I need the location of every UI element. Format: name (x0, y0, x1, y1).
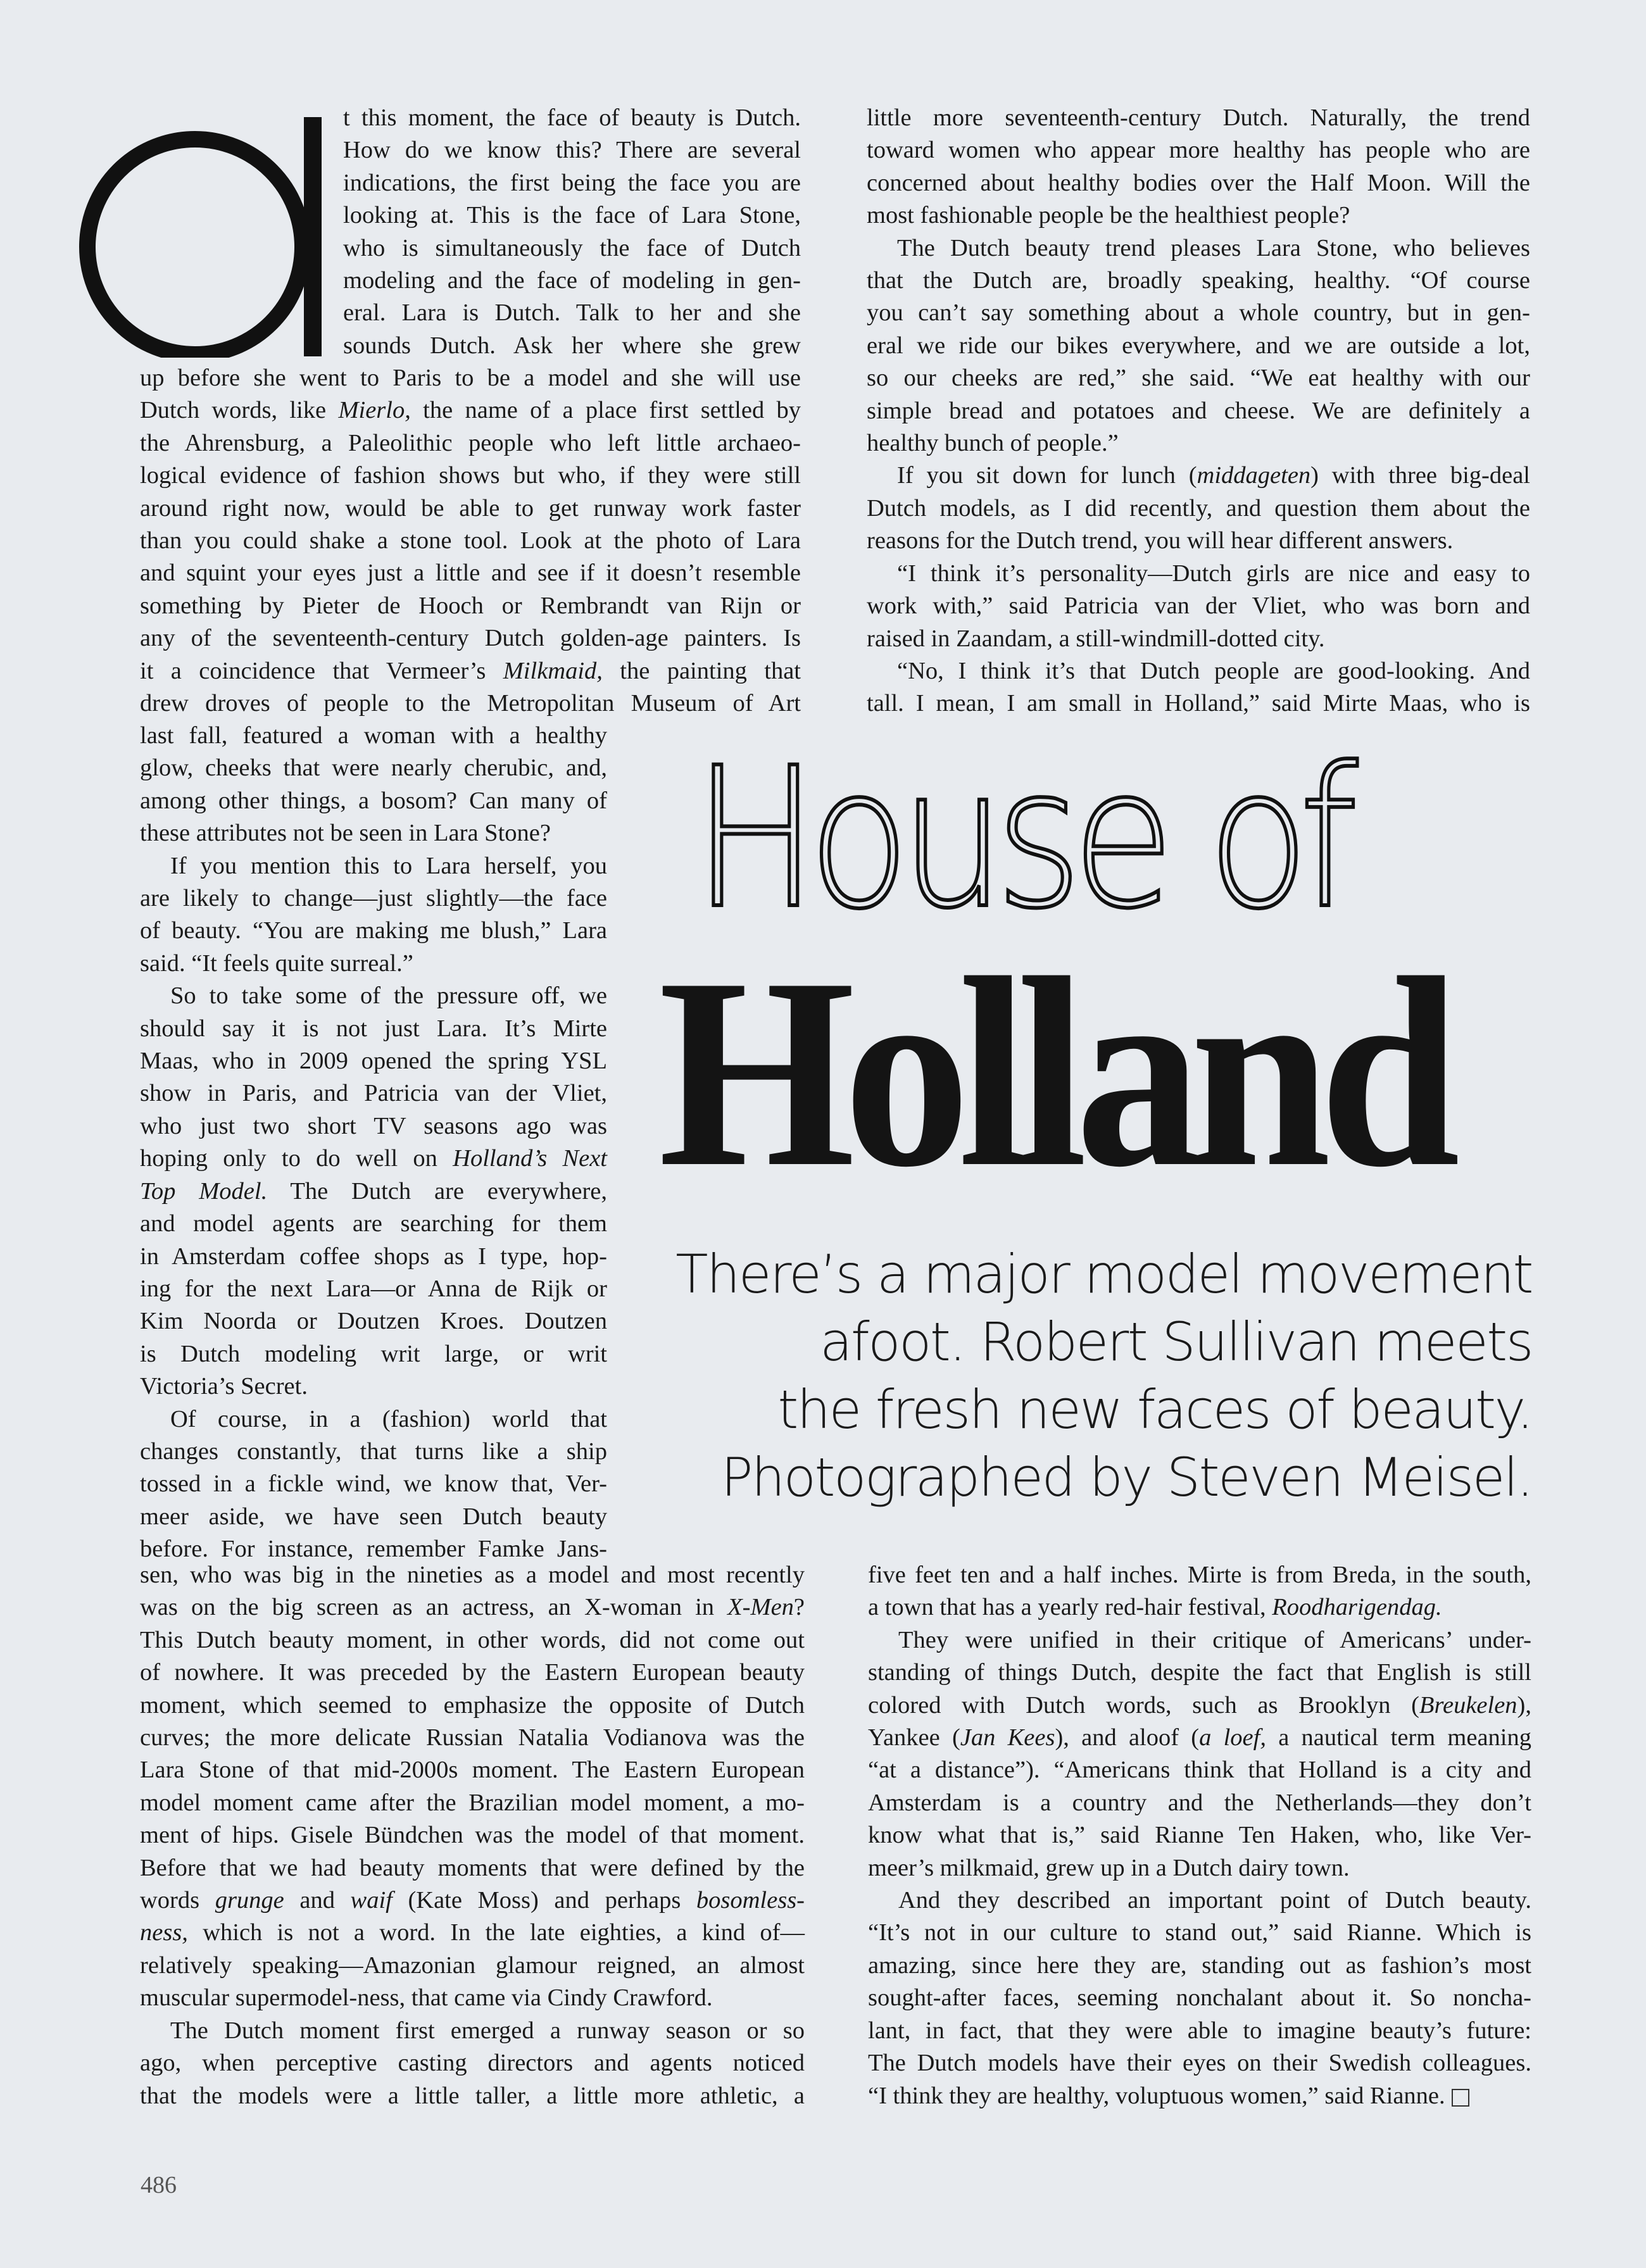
dek-line: the fresh new faces of beauty. (777, 1379, 1532, 1441)
text-line: If you sit down for lunch (middageten) with three big-deal (897, 462, 1530, 489)
text-line: a town that has a yearly red-hair festival, Roodharigendag. (868, 1594, 1442, 1621)
text-line: work with,” said Patricia van der Vliet, who was born and (867, 592, 1530, 620)
text-line: lant, in fact, that they were able to imagine beauty’s future: (868, 2017, 1531, 2044)
text-line: Before that we had beauty moments that were defined by the (140, 1854, 805, 1881)
dek-line: afoot. Robert Sullivan meets (820, 1311, 1532, 1373)
text-line: should say it is not just Lara. It’s Mirte (140, 1015, 607, 1042)
text-line: words grunge and waif (Kate Moss) and perhaps bosomless- (140, 1887, 805, 1914)
text-line: looking at. This is the face of Lara Stone, (343, 202, 801, 229)
text-line: standing of things Dutch, despite the fact that English is still (868, 1659, 1531, 1686)
text-line: you can’t say something about a whole country, but in gen- (867, 299, 1530, 327)
text-line: the Ahrensburg, a Paleolithic people who left little archaeo- (140, 429, 801, 456)
text-line: They were unified in their critique of Americans’ under- (898, 1626, 1531, 1653)
column1-bottom-text (140, 1559, 805, 2112)
text-line: toward women who appear more healthy has people who are (867, 137, 1530, 164)
text-line: “at a distance”). “Americans think that Holland is a city and (868, 1757, 1531, 1784)
text-line: “No, I think it’s that Dutch people are good-looking. And (897, 657, 1530, 684)
headline-line-2: Holland (658, 922, 1448, 1224)
text-line: moment, which seemed to emphasize the opposite of Dutch (140, 1691, 805, 1719)
text-line: ago, when perceptive casting directors and agents noticed (140, 2050, 805, 2077)
text-line: eral. Lara is Dutch. Talk to her and she (343, 299, 801, 327)
text-line: in Amsterdam coffee shops as I type, hop- (140, 1243, 607, 1270)
text-line: ness, which is not a word. In the late eighties, a kind of— (140, 1919, 805, 1946)
text-line: Victoria’s Secret. (140, 1373, 308, 1400)
text-line: any of the seventeenth-century Dutch golden-age painters. Is (140, 625, 801, 652)
text-line: concerned about healthy bodies over the Half Moon. Will the (867, 169, 1530, 196)
text-line: Kim Noorda or Doutzen Kroes. Doutzen (140, 1308, 607, 1335)
text-line: was on the big screen as an actress, an X-woman in X-Men? (140, 1594, 805, 1621)
text-line: so our cheeks are red,” she said. “We eat healthy with our (867, 365, 1530, 392)
text-line: So to take some of the pressure off, we (170, 982, 607, 1010)
text-line: model moment came after the Brazilian model moment, a mo- (140, 1789, 805, 1816)
text-line: and squint your eyes just a little and see if it doesn’t resemble (140, 560, 801, 587)
text-line: Dutch words, like Mierlo, the name of a place first settled by (140, 397, 801, 424)
text-line: raised in Zaandam, a still-windmill-dotted city. (867, 625, 1325, 652)
text-line: who just two short TV seasons ago was (140, 1112, 607, 1139)
text-line: If you mention this to Lara herself, you (170, 852, 607, 879)
text-line: among other things, a bosom? Can many of (140, 787, 607, 814)
text-line: who is simultaneously the face of Dutch (343, 234, 801, 261)
text-line: amazing, since here they are, standing out as fashion’s most (868, 1952, 1531, 1979)
text-line: Top Model. The Dutch are everywhere, (140, 1177, 607, 1205)
text-line: before. For instance, remember Famke Jans- (140, 1536, 607, 1563)
text-line: modeling and the face of modeling in gen- (343, 267, 801, 294)
text-line: “It’s not in our culture to stand out,” said Rianne. Which is (868, 1919, 1531, 1946)
text-line: Maas, who in 2009 opened the spring YSL (140, 1048, 607, 1075)
text-line: simple bread and potatoes and cheese. We are definitely a (867, 397, 1530, 424)
text-line: little more seventeenth-century Dutch. Naturally, the trend (867, 104, 1530, 131)
text-line: “I think they are healthy, voluptuous women,” said Rianne. (868, 2080, 1531, 2112)
column1-full-text (140, 362, 801, 720)
text-line: The Dutch beauty trend pleases Lara Stone, who believes (897, 234, 1530, 261)
dek (646, 1241, 1532, 1512)
text-line: “I think it’s personality—Dutch girls are nice and easy to (897, 560, 1530, 587)
text-line: it a coincidence that Vermeer’s Milkmaid, the painting that (140, 657, 801, 684)
text-line: Of course, in a (fashion) world that (170, 1405, 607, 1432)
end-mark-icon (1452, 2089, 1469, 2107)
text-line: muscular supermodel-ness, that came via Cindy Crawford. (140, 1984, 713, 2012)
text-line: sen, who was big in the nineties as a model and most recently (140, 1562, 805, 1588)
text-line: indications, the first being the face you are (343, 169, 801, 196)
text-line: healthy bunch of people.” (867, 430, 1119, 457)
text-line: How do we know this? There are several (343, 137, 801, 164)
text-line: than you could shake a stone tool. Look at the photo of Lara (140, 527, 801, 554)
text-line: t this moment, the face of beauty is Dutch. (343, 104, 801, 131)
text-line: Dutch models, as I did recently, and question them about the (867, 494, 1530, 522)
text-line: The Dutch models have their eyes on their Swedish colleagues. (868, 2050, 1531, 2077)
dek-line: There’s a major model movement (675, 1243, 1532, 1305)
text-line: sounds Dutch. Ask her where she grew (343, 332, 801, 359)
text-line: is Dutch modeling writ large, or writ (140, 1340, 607, 1367)
text-line: Amsterdam is a country and the Netherlands—they don’t (868, 1789, 1531, 1816)
text-line: something by Pieter de Hooch or Rembrandt van Rijn or (140, 592, 801, 619)
text-line: ing for the next Lara—or Anna de Rijk or (140, 1275, 607, 1302)
text-line: curves; the more delicate Russian Natalia Vodianova was the (140, 1724, 805, 1751)
text-line: up before she went to Paris to be a model and she will use (140, 365, 801, 391)
text-line: glow, cheeks that were nearly cherubic, and, (140, 755, 607, 782)
text-line: Yankee (Jan Kees), and aloof (a loef, a nautical term meaning (868, 1724, 1531, 1751)
text-line: know what that is,” said Rianne Ten Haken, who, like Ver- (868, 1822, 1531, 1849)
text-line: are likely to change—just slightly—the face (140, 885, 607, 912)
text-line: and model agents are searching for them (140, 1210, 607, 1237)
column2-top-text (867, 102, 1530, 720)
text-line: relatively speaking—Amazonian glamour reigned, an almost (140, 1952, 805, 1979)
text-line: of nowhere. It was preceded by the Eastern European beauty (140, 1659, 805, 1686)
text-line: eral we ride our bikes everywhere, and we are outside a lot, (867, 332, 1530, 359)
text-line: This Dutch beauty moment, in other words, did not come out (140, 1626, 805, 1653)
text-line: these attributes not be seen in Lara Stone? (140, 820, 551, 847)
text-line: Lara Stone of that mid-2000s moment. The Eastern European (140, 1757, 805, 1784)
text-line: said. “It feels quite surreal.” (140, 949, 413, 977)
text-line: show in Paris, and Patricia van der Vliet, (140, 1080, 607, 1107)
dek-line: Photographed by Steven Meisel. (720, 1446, 1532, 1508)
text-line: tall. I mean, I am small in Holland,” said Mirte Maas, who is (867, 690, 1530, 717)
column1-top-text (343, 102, 801, 362)
text-line: that the models were a little taller, a little more athletic, a (140, 2082, 805, 2109)
text-line: ment of hips. Gisele Bündchen was the model of that moment. (140, 1822, 805, 1849)
text-line: reasons for the Dutch trend, you will hear different answers. (867, 527, 1454, 554)
text-line: changes constantly, that turns like a ship (140, 1438, 607, 1465)
text-line: colored with Dutch words, such as Brooklyn (Breukelen), (868, 1691, 1531, 1719)
text-line: last fall, featured a woman with a healthy (140, 722, 607, 749)
text-line: And they described an important point of Dutch beauty. (898, 1887, 1531, 1914)
headline-line-1: House of (693, 726, 1348, 951)
text-line: that the Dutch are, broadly speaking, healthy. “Of course (867, 267, 1530, 294)
page-number: 486 (141, 2172, 177, 2198)
text-line: meer aside, we have seen Dutch beauty (140, 1503, 607, 1530)
text-line: tossed in a fickle wind, we know that, Ver- (140, 1470, 607, 1498)
text-line: five feet ten and a half inches. Mirte is from Breda, in the south, (868, 1562, 1531, 1588)
text-line: sought-after faces, seeming nonchalant about it. So noncha- (868, 1984, 1531, 2012)
text-line: logical evidence of fashion shows but who, if they were still (140, 462, 801, 489)
text-line: of beauty. “You are making me blush,” Lara (140, 917, 607, 944)
column1-narrow-text (140, 720, 607, 1566)
column2-bottom-text (868, 1559, 1531, 2112)
text-line: drew droves of people to the Metropolitan Museum of Art (140, 690, 801, 717)
text-line: The Dutch moment first emerged a runway season or so (170, 2017, 805, 2044)
drop-cap-a (75, 92, 334, 358)
text-line: meer’s milkmaid, grew up in a Dutch dairy town. (868, 1854, 1350, 1881)
text-line: most fashionable people be the healthiest people? (867, 202, 1350, 229)
text-line: hoping only to do well on Holland’s Next (140, 1145, 607, 1172)
text-line: around right now, would be able to get runway work faster (140, 494, 801, 522)
